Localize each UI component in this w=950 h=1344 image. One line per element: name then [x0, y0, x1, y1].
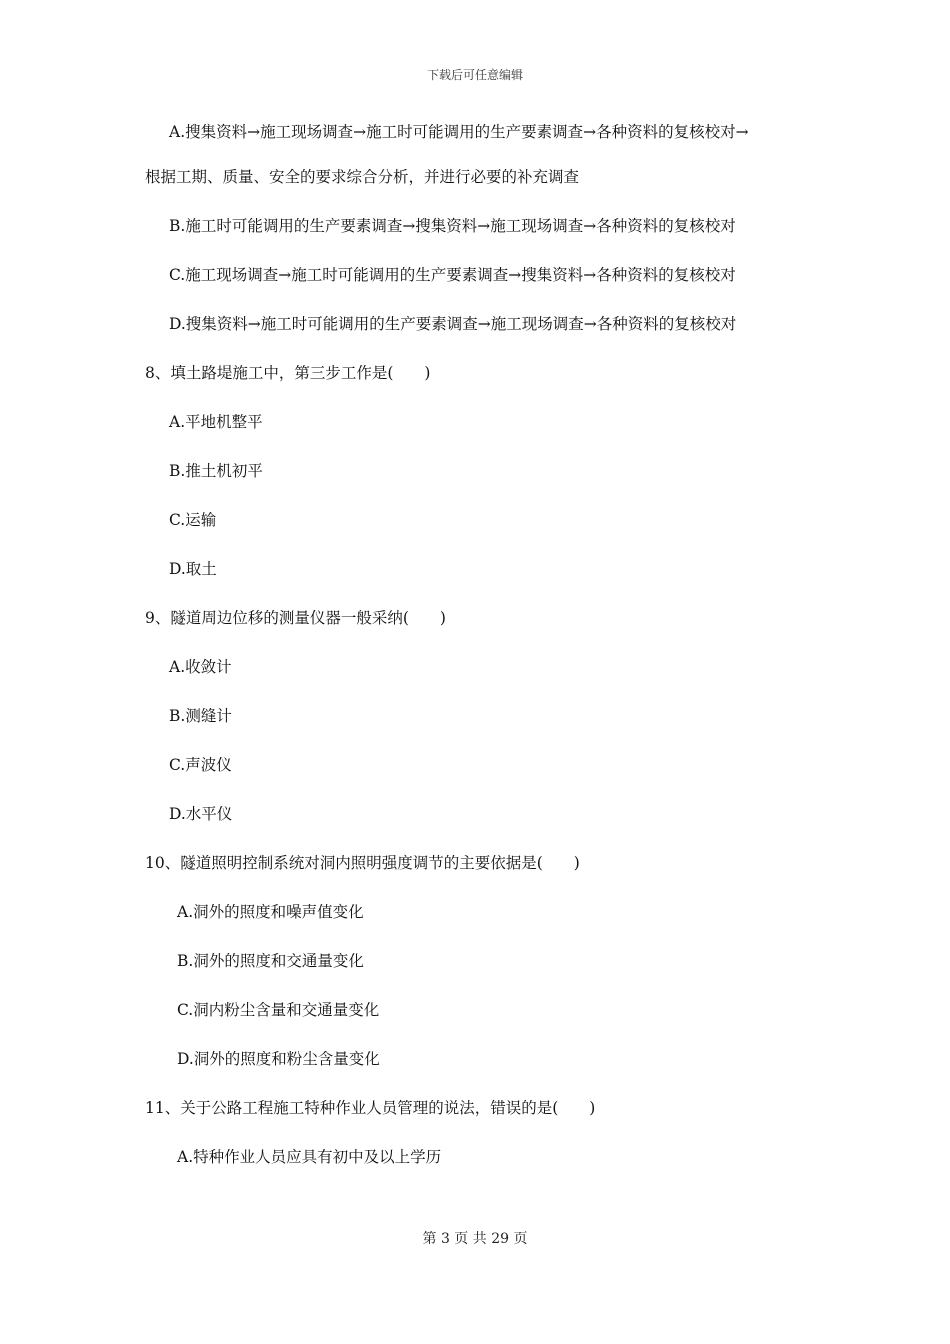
option-line: C.运输 [169, 511, 217, 529]
option-line: B.施工时可能调用的生产要素调查→搜集资料→施工现场调查→各种资料的复核校对 [169, 217, 736, 235]
question-11: 11、关于公路工程施工特种作业人员管理的说法，错误的是( ) [145, 1099, 596, 1117]
option-line: A.平地机整平 [169, 413, 263, 431]
option-line: A.收敛计 [169, 658, 232, 676]
page-header: 下载后可任意编辑 [426, 68, 523, 82]
document-body [145, 120, 825, 1194]
option-line: B.推土机初平 [169, 462, 263, 480]
option-line: D.水平仪 [169, 805, 233, 823]
option-line: C.施工现场调查→施工时可能调用的生产要素调查→搜集资料→各种资料的复核校对 [169, 266, 736, 284]
option-line: C.声波仪 [169, 756, 232, 774]
option-line: B.洞外的照度和交通量变化 [177, 952, 364, 970]
option-line: A.洞外的照度和噪声值变化 [177, 903, 364, 921]
page-footer: 第 3 页 共 29 页 [422, 1231, 528, 1247]
question-9: 9、隧道周边位移的测量仪器一般采纳( ) [145, 609, 446, 627]
question-10: 10、隧道照明控制系统对洞内照明强度调节的主要依据是( ) [145, 854, 580, 872]
question-8: 8、填土路堤施工中，第三步工作是( ) [145, 364, 431, 382]
option-line: D.搜集资料→施工时可能调用的生产要素调查→施工现场调查→各种资料的复核校对 [169, 315, 737, 333]
option-line: D.洞外的照度和粉尘含量变化 [177, 1050, 380, 1068]
option-line: A.搜集资料→施工现场调查→施工时可能调用的生产要素调查→各种资料的复核校对→ [169, 123, 749, 141]
option-line: B.测缝计 [169, 707, 232, 725]
option-line: C.洞内粉尘含量和交通量变化 [177, 1001, 380, 1019]
option-line: A.特种作业人员应具有初中及以上学历 [177, 1148, 442, 1166]
option-continuation-line: 根据工期、质量、安全的要求综合分析，并进行必要的补充调查 [145, 168, 580, 186]
option-line: D.取土 [169, 560, 217, 578]
